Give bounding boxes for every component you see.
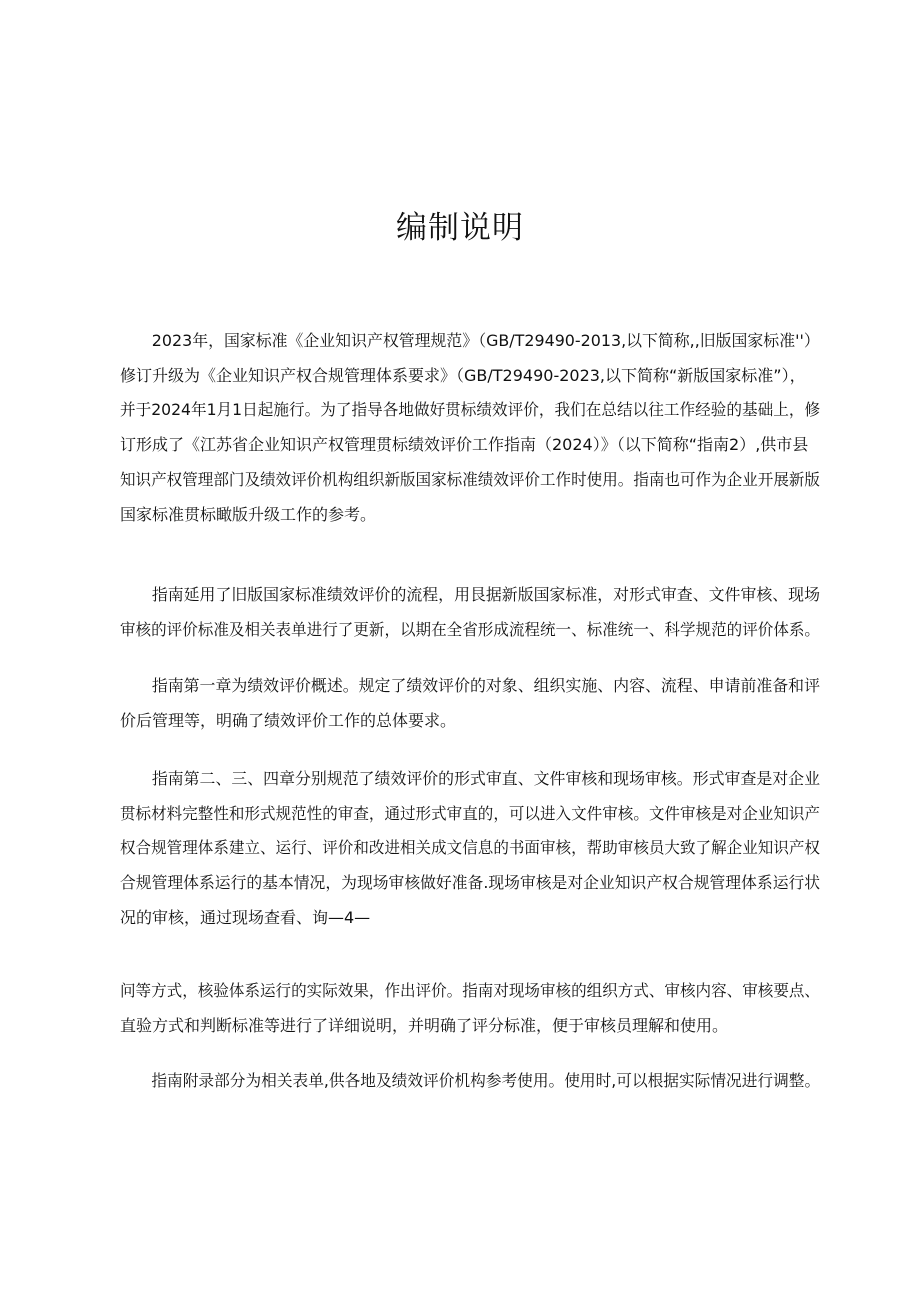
paragraph-5	[120, 974, 820, 1043]
document-title: 编制说明	[396, 210, 524, 246]
paragraph-line: 2023年，国家标准《企业知识产权管理规范》（GB/T29490-2013,以下简称,,旧版国家标准''）	[151, 331, 820, 350]
paragraph-line: 修订升级为《企业知识产权合规管理体系要求》（GB/T29490-2023,以下简称“新版国家标准”），	[120, 365, 806, 385]
paragraph-line: 合规管理体系运行的基本情况，为现场审核做好准备.现场审核是对企业知识产权合规管理体系运行状	[120, 873, 821, 893]
paragraph-line: 指南第二、三、四章分别规范了绩效评价的形式审直、文件审核和现场审核。形式审查是对企业	[151, 769, 821, 788]
paragraph-line: 国家标准贯标瞰版升级工作的参考。	[120, 504, 377, 524]
paragraph-line: 审核的评价标准及相关表单进行了更新，以期在全省形成流程统一、标准统一、科学规范的评价体系。	[120, 619, 820, 639]
paragraph-2	[120, 578, 820, 647]
paragraph-line: 贯标材料完整性和形式规范性的审查，通过形式审直的，可以进入文件审核。文件审核是对企业知识产	[120, 803, 820, 823]
paragraph-4	[120, 762, 820, 936]
paragraph-line: 指南附录部分为相关表单,供各地及绩效评价机构参考使用。使用时,可以根据实际情况进行调整。	[151, 1071, 821, 1090]
paragraph-line: 订形成了《江苏省企业知识产权管理贯标绩效评价工作指南（2024）》（以下简称“指南2）,供市县	[120, 435, 809, 455]
paragraph-line: 知识产权管理部门及绩效评价机构组织新版国家标准绩效评价工作时使用。指南也可作为企业开展新版	[120, 469, 820, 489]
paragraph-line: 权合规管理体系建立、运行、评价和改进相关成文信息的书面审核，帮助审核员大致了解企业知识产权	[120, 838, 820, 858]
paragraph-1	[120, 324, 820, 532]
paragraph-3	[120, 669, 820, 738]
paragraph-line: 指南延用了旧版国家标准绩效评价的流程，用艮据新版国家标准，对形式审查、文件审核、现场	[151, 585, 821, 604]
paragraph-line: 并于2024年1月1日起施行。为了指导各地做好贯标绩效评价，我们在总结以往工作经验的基础上，修	[120, 400, 821, 420]
paragraph-line: 问等方式，核验体系运行的实际效果，作出评价。指南对现场审核的组织方式、审核内容、审核要点、	[120, 981, 820, 1000]
paragraph-line: 价后管理等，明确了绩效评价工作的总体要求。	[120, 710, 457, 730]
paragraph-line: 直验方式和判断标准等进行了详细说明，并明确了评分标准，便于审核员理解和使用。	[120, 1015, 729, 1035]
paragraph-6	[120, 1064, 820, 1099]
paragraph-line: 况的审核，通过现场查看、询—4—	[120, 907, 371, 927]
paragraph-line: 指南第一章为绩效评价概述。规定了绩效评价的对象、组织实施、内容、流程、申请前准备和评	[151, 676, 821, 695]
